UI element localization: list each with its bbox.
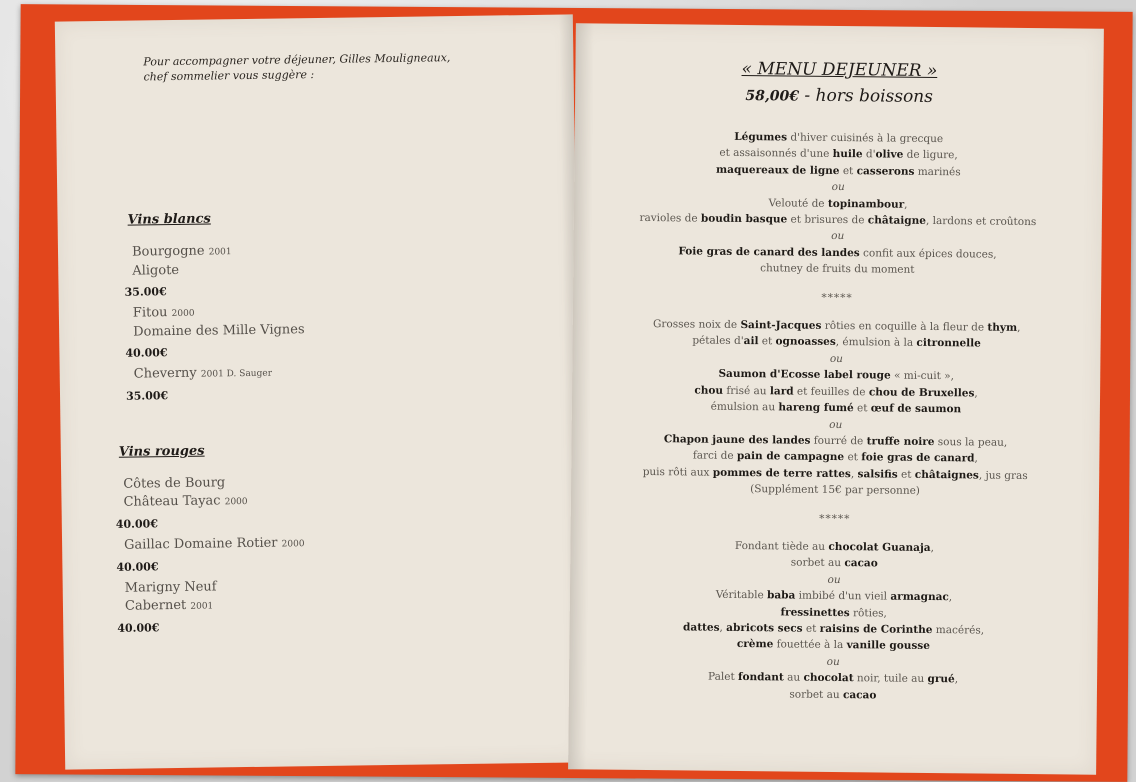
dish-text: imbibé d'un vieil (795, 589, 891, 603)
dish-text: sorbet au (790, 556, 845, 570)
ingredient-highlight: raisins de Corinthe (819, 622, 933, 636)
dish-text: Véritable (715, 588, 768, 602)
dish-text: , émulsion à la (835, 336, 917, 350)
ingredient-highlight: chou de Bruxelles (868, 386, 975, 400)
wine-price: 40.00€ (117, 621, 160, 635)
menu-title: « MENU DEJEUNER » (741, 58, 938, 82)
dish-text: , (948, 591, 953, 604)
dish-text: d'hiver cuisinés à la grecque (786, 131, 944, 146)
dish-text: chutney de fruits du moment (760, 262, 915, 277)
ingredient-highlight: olive (875, 148, 904, 162)
dish-text: , (954, 673, 959, 686)
course-separator: ***** (819, 512, 851, 525)
or-divider: ou (829, 352, 844, 365)
ingredient-highlight: Saint-Jacques (740, 319, 822, 332)
ingredient-highlight: Foie gras de canard des landes (678, 245, 860, 260)
dish-text: et feuilles de (793, 385, 869, 399)
left-page (55, 14, 583, 769)
wine-vintage: 2000 (171, 308, 195, 320)
section-title-red-wines: Vins rouges (118, 443, 205, 460)
menu-price-suffix: - hors boissons (798, 85, 934, 107)
ingredient-highlight: dattes (683, 621, 720, 634)
dish-text: ravioles de (639, 211, 702, 225)
dish-text: d' (862, 148, 876, 161)
ingredient-highlight: hareng fumé (778, 401, 854, 415)
ingredient-highlight: lard (769, 384, 794, 398)
dish-text: Velouté de (768, 196, 828, 210)
dish-text: et (802, 622, 820, 635)
wine-vintage: 2001 (208, 247, 232, 258)
ingredient-highlight: chocolat Guanaja (828, 540, 931, 554)
dish-text: fouettée à la (773, 638, 847, 652)
wine-name (129, 319, 429, 341)
ingredient-highlight: salsifis (857, 467, 898, 481)
ingredient-highlight: foie gras de canard (861, 451, 975, 465)
ingredient-highlight: chocolat (803, 671, 854, 685)
dish-text: et (839, 164, 857, 178)
menu-courses (579, 127, 1093, 705)
dish-text: , (930, 541, 935, 554)
dish-text: pétales d' (692, 334, 744, 348)
dish-text: noir, tuile au (853, 672, 928, 686)
wine-name-text: Cabernet (124, 597, 187, 614)
dish-text: rôties, (849, 606, 887, 620)
or-divider: ou (829, 418, 843, 431)
ingredient-highlight: fondant (737, 671, 784, 684)
wine-name-text: Côtes de Bourg (123, 475, 226, 492)
dish-text: confit aux épices douces, (859, 247, 997, 261)
wine-name (119, 490, 419, 513)
wine-name-text: Fitou (132, 305, 168, 321)
course-separator: ***** (821, 291, 853, 304)
dish-text: fourré de (810, 434, 867, 448)
ingredient-highlight: Légumes (734, 130, 788, 144)
sommelier-intro (143, 50, 483, 85)
ingredient-highlight: œuf de saumon (870, 402, 962, 416)
ingredient-highlight: pain de campagne (736, 450, 845, 464)
dish-text: , jus gras (978, 469, 1028, 482)
ingredient-highlight: huile (832, 148, 863, 161)
dish-text: et assaisonnés d'une (719, 147, 833, 161)
dish-text: farci de (692, 449, 737, 463)
dish-text: , (1017, 321, 1021, 334)
dish-text: de ligure, (903, 149, 958, 162)
ingredient-highlight: Saumon d'Ecosse label rouge (718, 368, 891, 382)
wine-name-text: Château Tayac (123, 493, 221, 510)
wine-name-text: Aligote (132, 262, 180, 279)
dish-text: Grosses noix de (652, 318, 741, 332)
wine-price: 40.00€ (115, 517, 159, 531)
ingredient-highlight: thym (987, 321, 1018, 334)
ingredient-highlight: cacao (842, 688, 877, 702)
ingredient-highlight: armagnac (890, 590, 949, 604)
dish-text: « mi-cuit », (890, 369, 955, 383)
dish-text: macérés, (932, 623, 985, 637)
menu-price (575, 83, 1103, 109)
wine-vintage: 2001 D. Sauger (200, 368, 273, 380)
ingredient-highlight: ail (743, 335, 759, 348)
wine-name (128, 258, 428, 280)
dish-text: au (783, 671, 804, 684)
ingredient-highlight: châtaignes (914, 468, 979, 482)
dish-text: et (758, 335, 776, 348)
wine-vintage: 2000 (281, 539, 305, 550)
dish-text: émulsion au (710, 400, 779, 414)
or-divider: ou (827, 573, 841, 586)
ingredient-highlight: topinambour (827, 197, 905, 211)
ingredient-highlight: fressinettes (780, 605, 850, 619)
or-divider: ou (831, 181, 845, 194)
ingredient-highlight: pommes de terre rattes (712, 466, 851, 480)
ingredient-highlight: vanille gousse (846, 639, 930, 653)
dish-text: et (897, 468, 915, 481)
ingredient-highlight: abricots secs (726, 621, 803, 635)
menu-price-amount: 58,00€ (745, 88, 800, 105)
dish-text: , (974, 452, 978, 465)
ingredient-highlight: baba (766, 589, 796, 602)
ingredient-highlight: Chapon jaune des landes (663, 433, 811, 447)
dish-text: , (719, 621, 727, 634)
white-wines-section (124, 208, 430, 408)
red-wines-section (115, 441, 422, 641)
ingredient-highlight: crème (736, 638, 774, 651)
intro-line: Pour accompagner votre déjeuner, Gilles Mouligneaux, (143, 51, 451, 69)
dish-text: sorbet au (789, 688, 844, 701)
dish-text: marinés (914, 165, 961, 179)
dish-text: , (904, 198, 908, 211)
dish-text: frisé au (722, 384, 771, 397)
dish-text: Fondant tiède au (734, 539, 829, 553)
ingredient-highlight: ognoasses (775, 335, 836, 349)
wine-vintage: 2001 (190, 601, 214, 612)
ingredient-highlight: châtaigne (867, 214, 927, 227)
dish-text: sous la peau, (934, 435, 1008, 449)
wine-vintage: 2000 (224, 497, 248, 508)
intro-line: chef sommelier vous suggère : (143, 68, 315, 84)
dish-text: et (853, 402, 871, 415)
wine-price: 40.00€ (125, 346, 168, 360)
wine-name (130, 361, 430, 384)
ingredient-highlight: truffe noire (866, 435, 935, 448)
dish-text: , (850, 467, 858, 480)
dish-text: et brisures de (787, 213, 868, 227)
section-title-white-wines: Vins blancs (127, 211, 211, 228)
dish-text: , (974, 387, 978, 400)
wine-name-text: Bourgogne (131, 243, 205, 260)
or-divider: ou (831, 230, 845, 243)
dish-text: et (844, 451, 862, 464)
ingredient-highlight: chou (694, 384, 724, 397)
ingredient-highlight: citronnelle (916, 337, 981, 350)
dish-text: rôties en coquille à la fleur de (821, 319, 988, 334)
ingredient-highlight: casserons (856, 165, 915, 178)
ingredient-highlight: maquereaux de ligne (716, 163, 840, 177)
wine-price: 40.00€ (116, 560, 159, 574)
dish-text: (Supplément 15€ par personne) (750, 483, 920, 498)
ingredient-highlight: boudin basque (700, 212, 788, 226)
wine-name (120, 533, 420, 556)
wine-name-text: Marigny Neuf (124, 579, 217, 596)
wine-price: 35.00€ (125, 389, 169, 403)
wine-name (121, 594, 421, 617)
or-divider: ou (826, 655, 840, 668)
wine-price: 35.00€ (124, 285, 167, 299)
dish-text: Palet (707, 670, 739, 684)
right-page (568, 23, 1104, 774)
wine-name-text: Cheverny (133, 365, 197, 382)
wine-name-text: Domaine des Mille Vignes (133, 322, 305, 340)
dish-text: , lardons et croûtons (925, 214, 1037, 229)
dish-text: puis rôti aux (642, 465, 713, 479)
ingredient-highlight: cacao (844, 557, 878, 570)
ingredient-highlight: grué (927, 673, 955, 686)
wine-name-text: Gaillac Domaine Rotier (124, 535, 278, 553)
